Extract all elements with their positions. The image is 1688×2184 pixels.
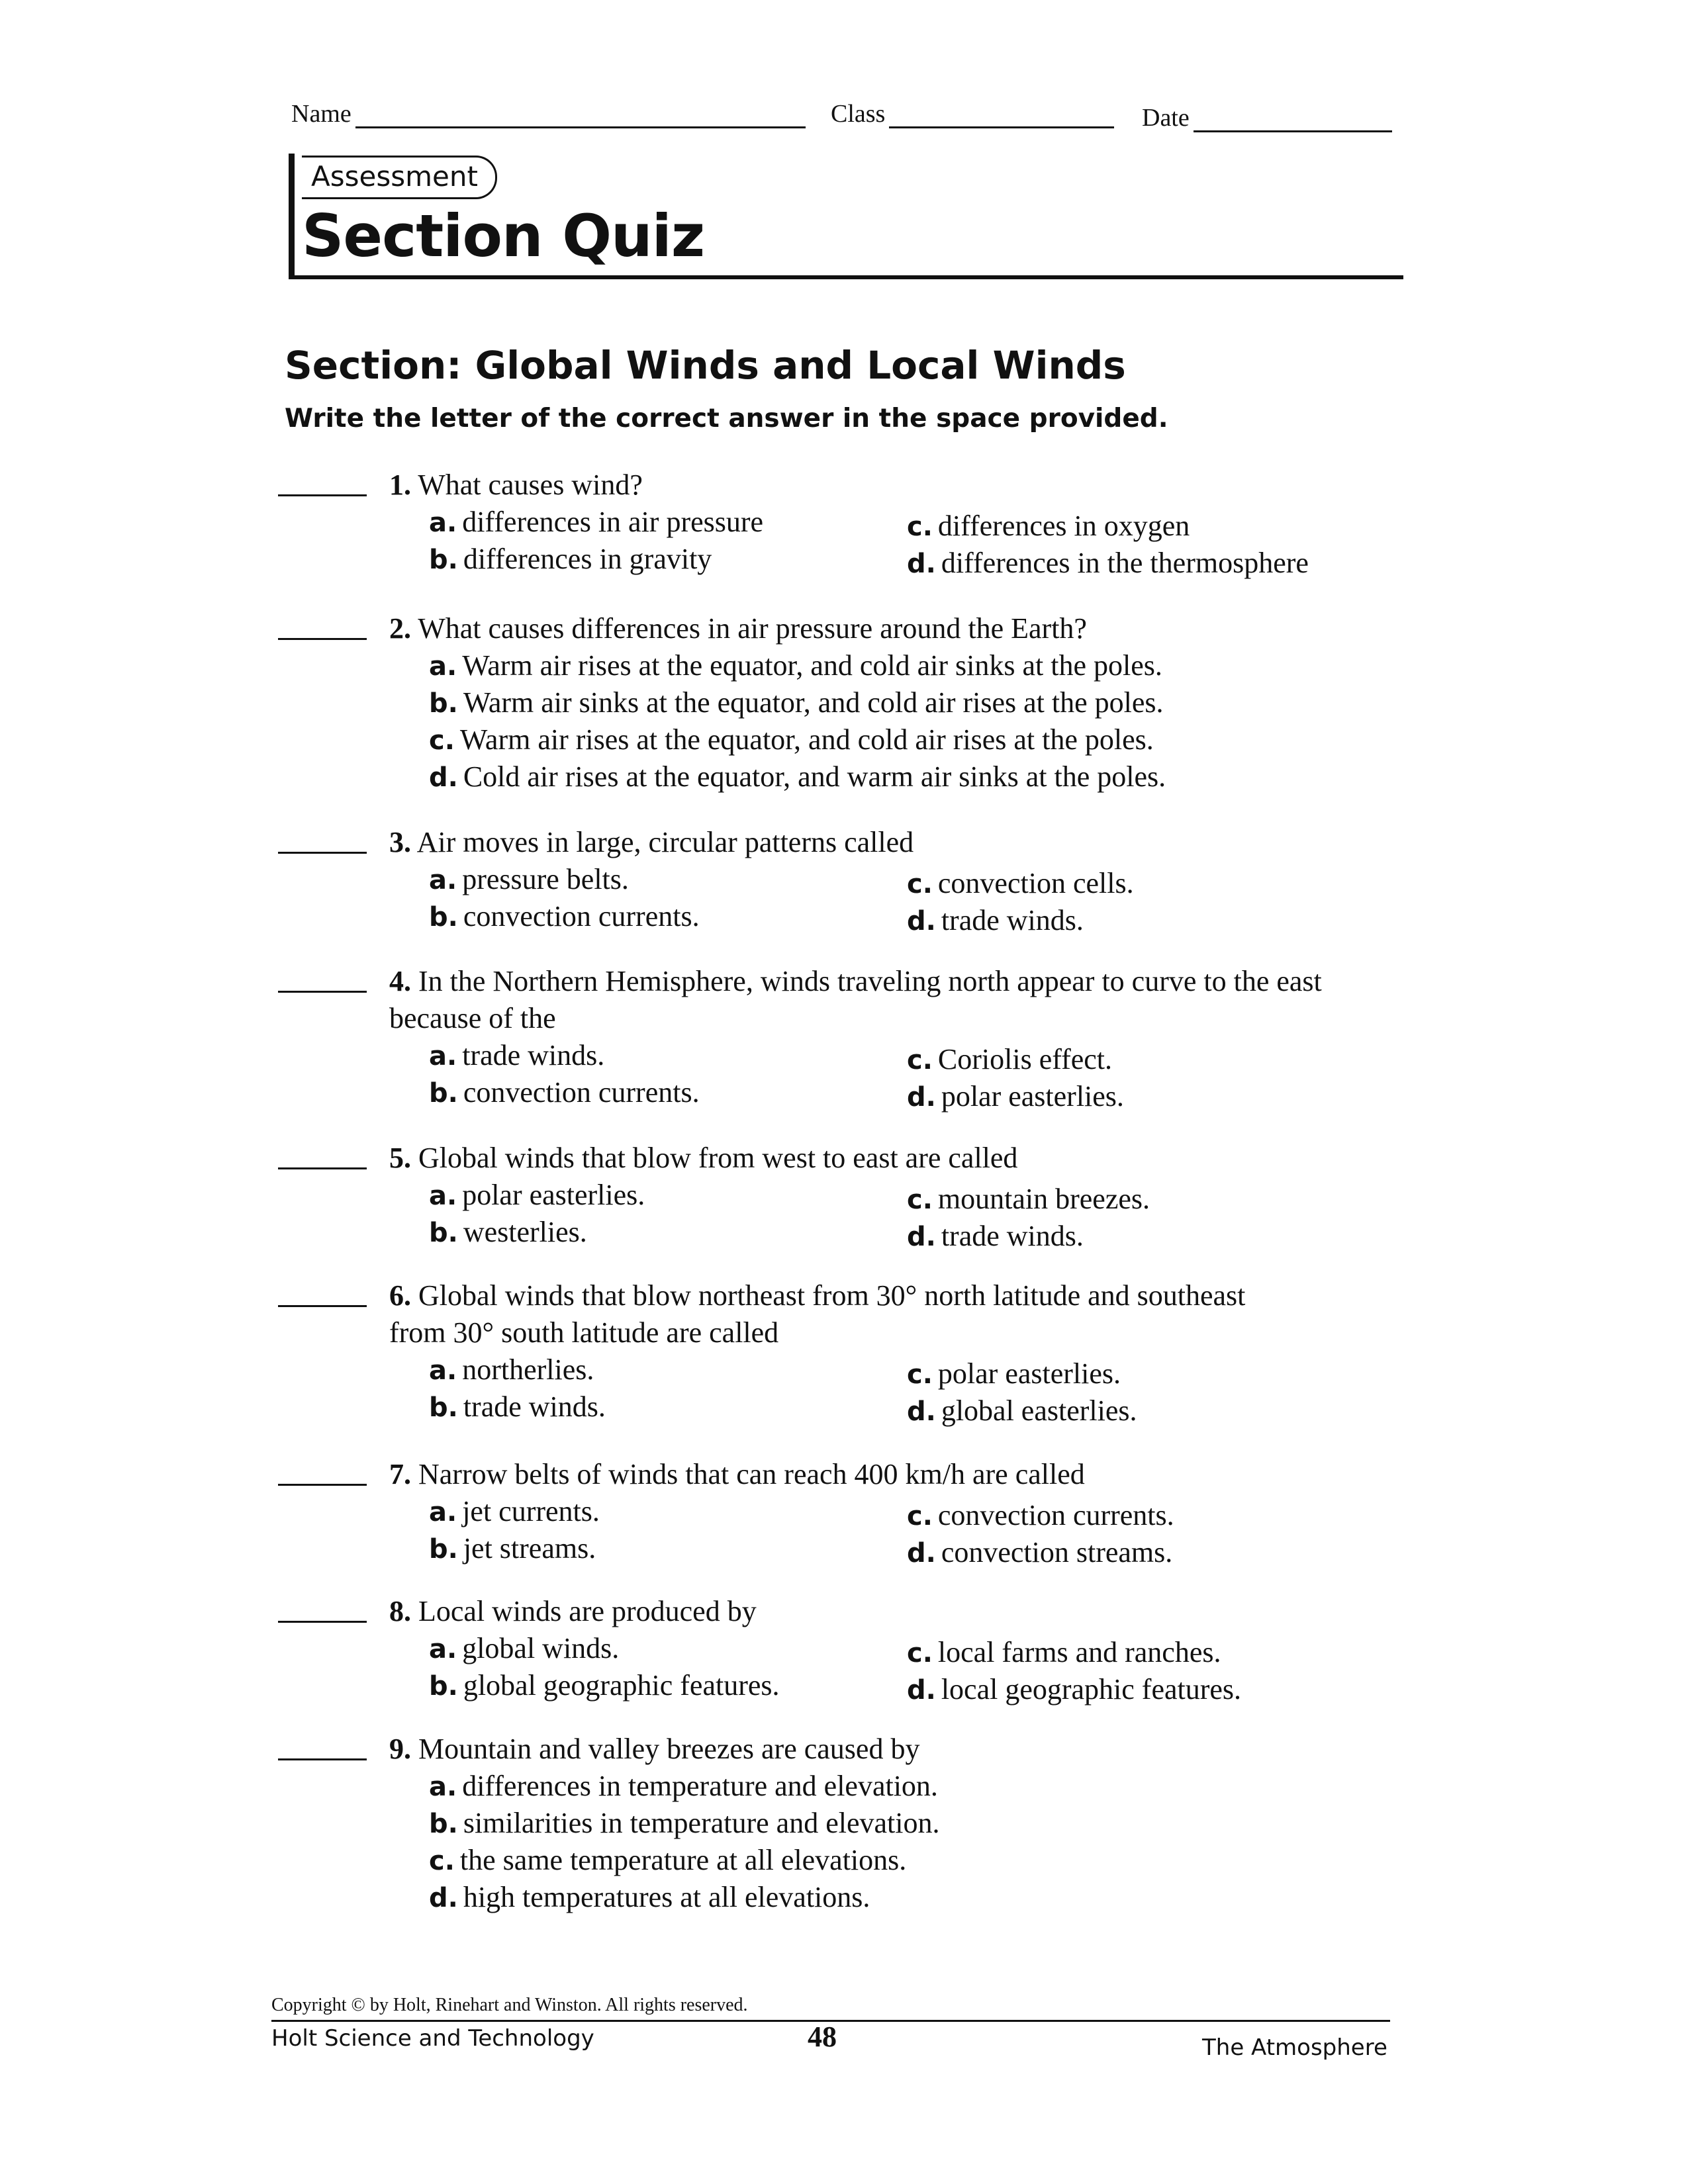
question-text: Local winds are produced by	[418, 1595, 757, 1627]
option-b-text: convection currents.	[463, 900, 700, 933]
option-b-text: trade winds.	[463, 1390, 606, 1423]
question-number: 2.	[389, 612, 411, 645]
option-d: d. polar easterlies.	[907, 1080, 1124, 1113]
option-a: a. Warm air rises at the equator, and cold air sinks at the poles.	[429, 649, 1162, 682]
class-blank-line[interactable]	[889, 100, 1114, 128]
option-b: b. differences in gravity	[429, 543, 712, 575]
answer-blank[interactable]	[278, 1167, 367, 1169]
option-b-text: jet streams.	[463, 1532, 596, 1565]
option-a-text: polar easterlies.	[462, 1179, 645, 1211]
question-number: 4.	[389, 965, 411, 997]
option-a: a. differences in air pressure	[429, 506, 764, 538]
option-a: a. northerlies.	[429, 1353, 594, 1386]
option-d: d. differences in the thermosphere	[907, 547, 1309, 579]
option-c: c. convection currents.	[907, 1499, 1174, 1531]
question-stem	[389, 824, 1402, 861]
option-a: a. trade winds.	[429, 1039, 605, 1071]
option-a-text: trade winds.	[462, 1039, 605, 1071]
option-d-text: trade winds.	[941, 904, 1084, 936]
option-b: b. westerlies.	[429, 1216, 587, 1248]
option-d: d. trade winds.	[907, 904, 1084, 936]
question-text: Global winds that blow from west to east are called	[418, 1142, 1018, 1174]
class-label: Class	[831, 100, 886, 128]
option-a-text: northerlies.	[462, 1353, 594, 1386]
question-stem	[389, 1593, 1402, 1630]
question-stem	[389, 1140, 1402, 1177]
option-c: c. mountain breezes.	[907, 1183, 1150, 1215]
question-number: 7.	[389, 1458, 411, 1490]
page-title: Section Quiz	[302, 202, 705, 270]
option-c-text: the same temperature at all elevations.	[459, 1844, 907, 1876]
option-c-text: differences in oxygen	[937, 510, 1190, 542]
question-text: Global winds that blow northeast from 30° north latitude and southeast from 30° south latitude are called	[389, 1279, 1246, 1349]
option-c: c. Coriolis effect.	[907, 1043, 1113, 1075]
title-rule-left	[289, 154, 295, 279]
page-number: 48	[808, 2021, 837, 2053]
option-d-text: Cold air rises at the equator, and warm air sinks at the poles.	[463, 760, 1166, 793]
option-a-text: global winds.	[462, 1632, 620, 1664]
question-stem	[389, 467, 1402, 504]
option-b: b. Warm air sinks at the equator, and cold air rises at the poles.	[429, 686, 1164, 719]
answer-blank[interactable]	[278, 1484, 367, 1486]
header-fields	[291, 99, 1403, 146]
question-text: What causes wind?	[418, 469, 643, 501]
option-d: d. trade winds.	[907, 1220, 1084, 1252]
option-d-text: high temperatures at all elevations.	[463, 1881, 870, 1913]
answer-blank[interactable]	[278, 1305, 367, 1307]
answer-blank[interactable]	[278, 494, 367, 496]
option-c-text: Coriolis effect.	[937, 1043, 1113, 1075]
question-text: What causes differences in air pressure around the Earth?	[418, 612, 1087, 645]
option-c-text: convection cells.	[937, 867, 1134, 899]
answer-blank[interactable]	[278, 638, 367, 640]
option-d-text: global easterlies.	[941, 1394, 1137, 1427]
option-b-text: westerlies.	[463, 1216, 587, 1248]
option-a-text: Warm air rises at the equator, and cold air sinks at the poles.	[462, 649, 1162, 682]
option-c: c. differences in oxygen	[907, 510, 1190, 542]
option-c: c. the same temperature at all elevations.	[429, 1844, 907, 1876]
answer-blank[interactable]	[278, 852, 367, 854]
option-a: a. pressure belts.	[429, 863, 629, 895]
name-field[interactable]	[291, 99, 806, 128]
option-b-text: similarities in temperature and elevation.	[463, 1807, 940, 1839]
option-c-text: mountain breezes.	[937, 1183, 1150, 1215]
answer-blank[interactable]	[278, 1621, 367, 1623]
option-b-text: Warm air sinks at the equator, and cold air rises at the poles.	[463, 686, 1164, 719]
title-rule-bottom	[289, 275, 1403, 279]
option-d-text: polar easterlies.	[941, 1080, 1124, 1113]
option-d-text: local geographic features.	[941, 1673, 1242, 1706]
assessment-tab: Assessment	[302, 156, 497, 199]
question-stem	[389, 610, 1402, 647]
option-d-text: differences in the thermosphere	[941, 547, 1309, 579]
option-d: d. local geographic features.	[907, 1673, 1242, 1706]
option-d: d. global easterlies.	[907, 1394, 1137, 1427]
option-a: a. differences in temperature and elevation.	[429, 1770, 938, 1802]
option-b-text: global geographic features.	[463, 1669, 780, 1702]
option-c: c. convection cells.	[907, 867, 1134, 899]
question-number: 5.	[389, 1142, 411, 1174]
option-b: b. global geographic features.	[429, 1669, 780, 1702]
option-a-text: differences in temperature and elevation.	[462, 1770, 938, 1802]
question-number: 1.	[389, 469, 411, 501]
question-stem	[389, 1277, 1250, 1351]
date-field[interactable]	[1142, 103, 1392, 132]
question-number: 9.	[389, 1733, 411, 1765]
name-label: Name	[291, 100, 352, 128]
instructions: Write the letter of the correct answer in the space provided.	[285, 404, 1168, 433]
option-b-text: differences in gravity	[463, 543, 712, 575]
option-a-text: differences in air pressure	[462, 506, 764, 538]
question-number: 6.	[389, 1279, 411, 1312]
option-a: a. jet currents.	[429, 1495, 600, 1527]
option-c-text: convection currents.	[937, 1499, 1174, 1531]
option-c: c. local farms and ranches.	[907, 1636, 1221, 1668]
question-text: Mountain and valley breezes are caused by	[418, 1733, 920, 1765]
copyright-notice: Copyright © by Holt, Rinehart and Winston. All rights reserved.	[271, 1995, 748, 2015]
option-d-text: trade winds.	[941, 1220, 1084, 1252]
date-blank-line[interactable]	[1194, 104, 1392, 132]
option-b: b. convection currents.	[429, 1076, 700, 1109]
option-b: b. similarities in temperature and elevation.	[429, 1807, 940, 1839]
option-b: b. trade winds.	[429, 1390, 606, 1423]
answer-blank[interactable]	[278, 991, 367, 993]
question-stem	[389, 1456, 1402, 1493]
question-number: 8.	[389, 1595, 411, 1627]
class-field[interactable]	[831, 99, 1114, 128]
option-b: b. convection currents.	[429, 900, 700, 933]
footer-publication: Holt Science and Technology	[271, 2025, 594, 2052]
option-c-text: polar easterlies.	[937, 1357, 1121, 1390]
name-blank-line[interactable]	[355, 100, 806, 128]
option-d: d. convection streams.	[907, 1536, 1173, 1569]
section-title: Section: Global Winds and Local Winds	[285, 343, 1126, 388]
question-stem	[389, 963, 1402, 1037]
option-a-text: pressure belts.	[462, 863, 629, 895]
option-c: c. Warm air rises at the equator, and cold air rises at the poles.	[429, 723, 1154, 756]
option-a: a. polar easterlies.	[429, 1179, 645, 1211]
question-stem	[389, 1731, 1402, 1768]
option-d-text: convection streams.	[941, 1536, 1173, 1569]
footer-chapter: The Atmosphere	[1202, 2034, 1387, 2061]
option-d: d. high temperatures at all elevations.	[429, 1881, 870, 1913]
option-c-text: Warm air rises at the equator, and cold air rises at the poles.	[459, 723, 1154, 756]
question-text: Air moves in large, circular patterns called	[416, 826, 914, 858]
answer-blank[interactable]	[278, 1758, 367, 1760]
option-a-text: jet currents.	[462, 1495, 600, 1527]
question-text: Narrow belts of winds that can reach 400 km/h are called	[418, 1458, 1085, 1490]
option-a: a. global winds.	[429, 1632, 620, 1664]
option-d: d. Cold air rises at the equator, and warm air sinks at the poles.	[429, 760, 1166, 793]
question-number: 3.	[389, 826, 411, 858]
option-b: b. jet streams.	[429, 1532, 596, 1565]
question-text: In the Northern Hemisphere, winds traveling north appear to curve to the east because of the	[389, 965, 1322, 1034]
option-c: c. polar easterlies.	[907, 1357, 1121, 1390]
option-b-text: convection currents.	[463, 1076, 700, 1109]
date-label: Date	[1142, 104, 1190, 132]
option-c-text: local farms and ranches.	[937, 1636, 1221, 1668]
